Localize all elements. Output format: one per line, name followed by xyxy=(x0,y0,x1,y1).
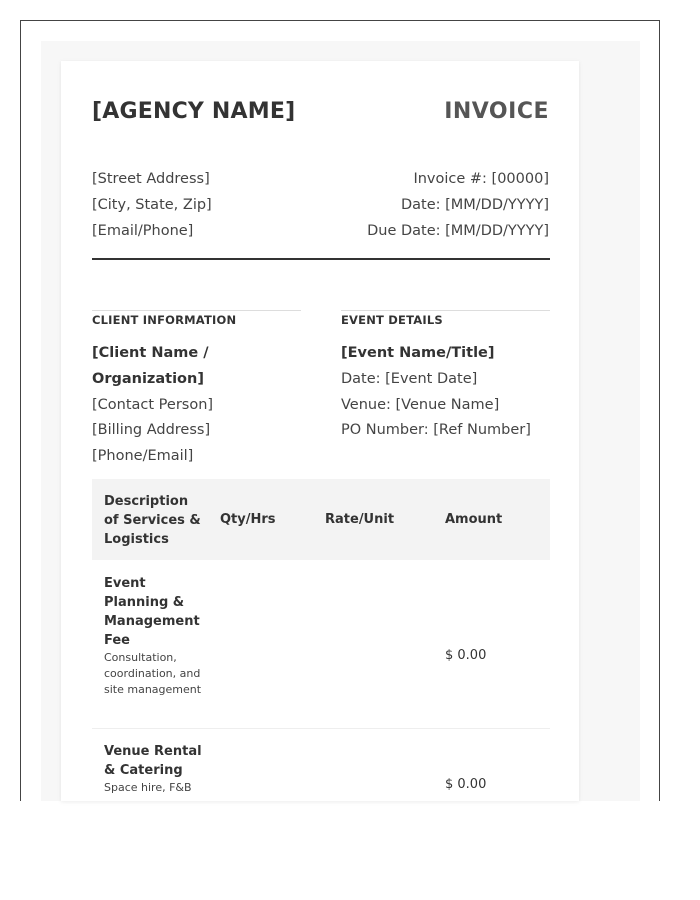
th-rate: Rate/Unit xyxy=(325,512,395,527)
header-divider xyxy=(92,258,550,260)
city-state-zip: [City, State, Zip] xyxy=(92,197,212,213)
event-heading-underline xyxy=(341,310,550,311)
email-phone: [Email/Phone] xyxy=(92,223,194,239)
client-contact: [Contact Person] xyxy=(92,397,214,413)
row-amount: $ 0.00 xyxy=(445,648,487,663)
table-row xyxy=(104,574,204,698)
invoice-date: Date: [MM/DD/YYYY] xyxy=(400,197,549,213)
row-title: Venue Rental & Catering xyxy=(104,744,202,778)
client-phone: [Phone/Email] xyxy=(92,448,194,464)
invoice-number: Invoice #: [00000] xyxy=(413,171,549,187)
table-row xyxy=(104,742,214,796)
client-billing: [Billing Address] xyxy=(92,422,211,438)
client-name-line1: [Client Name / xyxy=(92,345,209,361)
client-info-heading: CLIENT INFORMATION xyxy=(92,313,237,327)
client-name-line2: Organization] xyxy=(92,371,204,387)
row-title: Event Planning & Management Fee xyxy=(104,576,200,648)
street-address: [Street Address] xyxy=(92,171,210,187)
agency-name: [AGENCY NAME] xyxy=(92,99,296,124)
th-qty: Qty/Hrs xyxy=(220,512,276,527)
th-amount: Amount xyxy=(445,512,503,527)
th-description: Description of Services & Logistics xyxy=(104,494,201,547)
event-date: Date: [Event Date] xyxy=(341,371,478,387)
invoice-title: INVOICE xyxy=(444,99,549,124)
event-venue: Venue: [Venue Name] xyxy=(341,397,500,413)
row-description: Consultation, coordination, and site management xyxy=(104,651,202,696)
row-description: Space hire, F&B xyxy=(104,781,192,794)
client-heading-underline xyxy=(92,310,301,311)
due-date: Due Date: [MM/DD/YYYY] xyxy=(367,223,549,239)
event-po-number: PO Number: [Ref Number] xyxy=(341,422,531,438)
row-divider xyxy=(92,728,550,729)
event-name: [Event Name/Title] xyxy=(341,345,495,361)
invoice-sheet xyxy=(61,61,579,801)
row-amount: $ 0.00 xyxy=(445,777,487,792)
event-details-heading: EVENT DETAILS xyxy=(341,313,443,327)
table-header xyxy=(92,479,550,560)
